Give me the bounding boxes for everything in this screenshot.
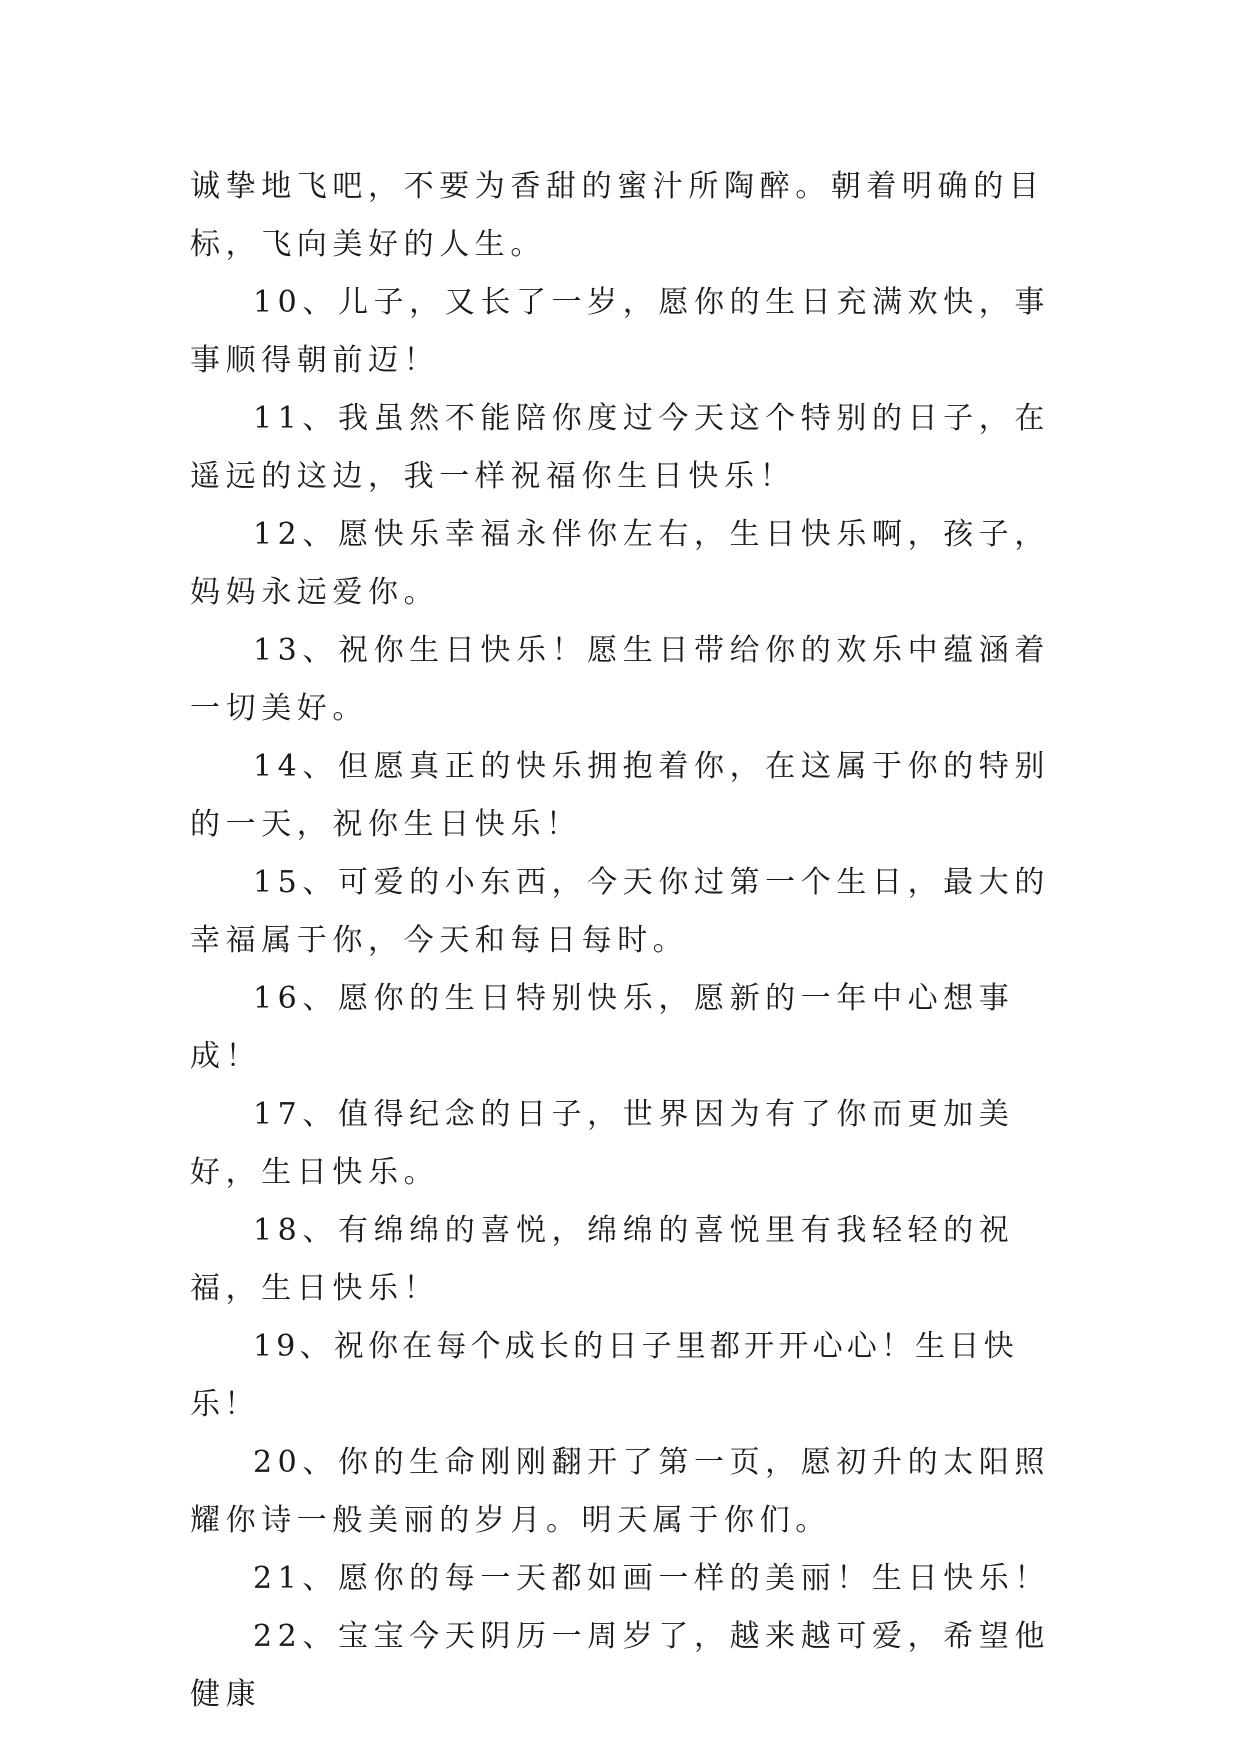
paragraph-item-10: 10、儿子，又长了一岁，愿你的生日充满欢快，事事顺得朝前迈！	[190, 285, 1050, 378]
paragraph-item-15: 15、可爱的小东西，今天你过第一个生日，最大的幸福属于你，今天和每日每时。	[190, 865, 1050, 958]
paragraph-item-12: 12、愿快乐幸福永伴你左右，生日快乐啊，孩子，妈妈永远爱你。	[190, 517, 1050, 610]
paragraph-item-14: 14、但愿真正的快乐拥抱着你，在这属于你的特别的一天，祝你生日快乐！	[190, 749, 1050, 842]
paragraph-continuation: 诚挚地飞吧，不要为香甜的蜜汁所陶醉。朝着明确的目标，飞向美好的人生。	[190, 169, 1045, 262]
paragraph-item-22: 22、宝宝今天阴历一周岁了，越来越可爱，希望他健康	[190, 1619, 1050, 1712]
paragraph-item-18: 18、有绵绵的喜悦，绵绵的喜悦里有我轻轻的祝福，生日快乐！	[190, 1213, 1015, 1306]
paragraph-item-21: 21、愿你的每一天都如画一样的美丽！生日快乐！	[253, 1561, 1050, 1596]
paragraph-item-16: 16、愿你的生日特别快乐，愿新的一年中心想事成！	[190, 981, 1015, 1074]
paragraph-item-11: 11、我虽然不能陪你度过今天这个特别的日子，在遥远的这边，我一样祝福你生日快乐！	[190, 401, 1050, 494]
document-body	[190, 158, 1052, 1724]
paragraph-item-19: 19、祝你在每个成长的日子里都开开心心！生日快乐！	[190, 1329, 1018, 1422]
paragraph-item-13: 13、祝你生日快乐！愿生日带给你的欢乐中蕴涵着一切美好。	[190, 633, 1050, 726]
paragraph-item-17: 17、值得纪念的日子，世界因为有了你而更加美好，生日快乐。	[190, 1097, 1015, 1190]
paragraph-item-20: 20、你的生命刚刚翻开了第一页，愿初升的太阳照耀你诗一般美丽的岁月。明天属于你们。	[190, 1445, 1050, 1538]
